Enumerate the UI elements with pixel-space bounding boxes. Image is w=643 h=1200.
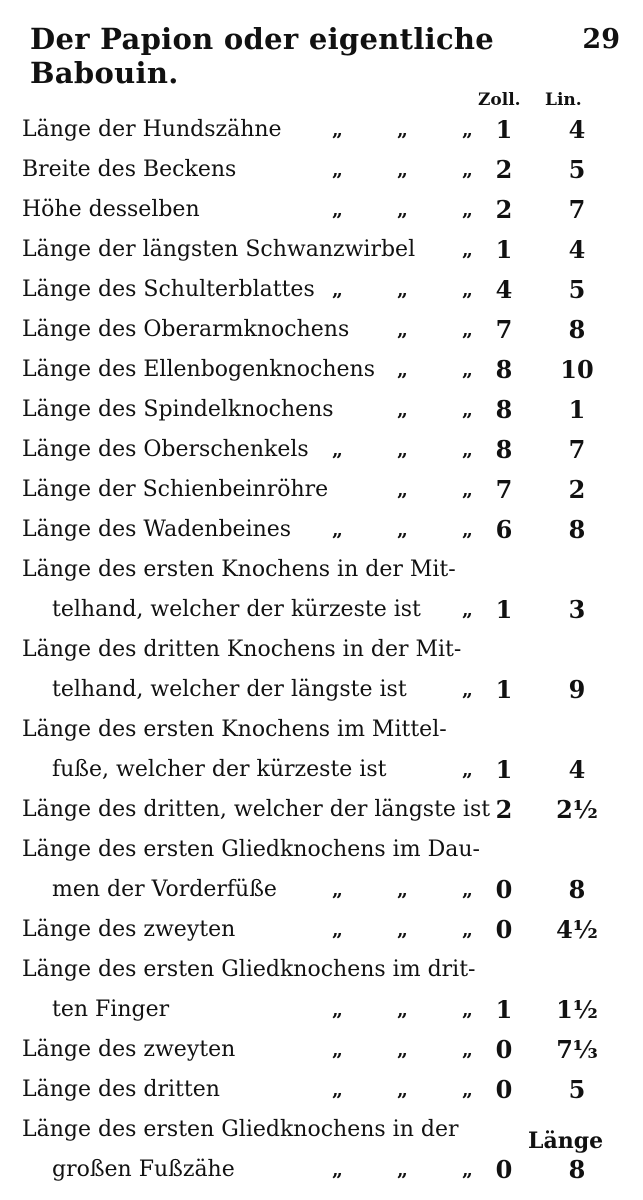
value-zoll: 0 <box>495 875 513 904</box>
row-label: Länge der Schienbeinröhre <box>22 477 329 502</box>
table-row <box>22 470 622 510</box>
value-zoll: 0 <box>495 1075 513 1104</box>
row-line <box>22 230 622 270</box>
row-label: Länge des ersten Knochens in der Mit- <box>22 557 456 582</box>
value-zoll: 2 <box>495 795 513 824</box>
row-line-continued <box>22 590 622 630</box>
leader-mark: „ <box>462 479 473 501</box>
leader-mark: „ <box>332 159 343 181</box>
row-label: telhand, welcher der längste ist <box>52 677 407 702</box>
value-lin: 5 <box>568 1075 586 1104</box>
leader-mark: „ <box>397 199 408 221</box>
value-lin: 4 <box>568 235 586 264</box>
row-label: telhand, welcher der kürzeste ist <box>52 597 421 622</box>
leader-mark: „ <box>397 879 408 901</box>
value-zoll: 2 <box>495 195 513 224</box>
value-lin: 7 <box>568 195 586 224</box>
row-line <box>22 310 622 350</box>
value-zoll: 8 <box>495 355 513 384</box>
value-zoll: 1 <box>495 755 513 784</box>
row-label: Höhe desselben <box>22 197 200 222</box>
leader-mark: „ <box>332 439 343 461</box>
value-zoll: 6 <box>495 515 513 544</box>
row-line-continued <box>22 670 622 710</box>
leader-mark: „ <box>332 919 343 941</box>
leader-mark: „ <box>397 439 408 461</box>
row-line <box>22 470 622 510</box>
row-label: Breite des Beckens <box>22 157 237 182</box>
leader-mark: „ <box>332 279 343 301</box>
leader-mark: „ <box>397 999 408 1021</box>
page-title: Der Papion oder eigentliche Babouin. <box>30 22 495 90</box>
leader-mark: „ <box>462 199 473 221</box>
row-label: Länge des Spindelknochens <box>22 397 334 422</box>
table-row <box>22 710 622 790</box>
row-line <box>22 550 622 590</box>
value-zoll: 0 <box>495 1155 513 1184</box>
value-zoll: 7 <box>495 475 513 504</box>
table-row <box>22 190 622 230</box>
column-header-lin: Lin. <box>545 90 582 110</box>
page-header <box>30 22 620 90</box>
row-line <box>22 190 622 230</box>
table-row <box>22 550 622 630</box>
measurement-table <box>22 110 622 1190</box>
leader-mark: „ <box>462 159 473 181</box>
leader-mark: „ <box>397 279 408 301</box>
catchword: Länge <box>528 1128 604 1154</box>
row-line-continued <box>22 750 622 790</box>
leader-mark: „ <box>397 1039 408 1061</box>
leader-mark: „ <box>462 319 473 341</box>
table-row <box>22 110 622 150</box>
leader-mark: „ <box>397 479 408 501</box>
row-line <box>22 1070 622 1110</box>
table-row <box>22 430 622 470</box>
row-label: Länge des Wadenbeines <box>22 517 292 542</box>
table-row <box>22 310 622 350</box>
row-line <box>22 510 622 550</box>
row-line <box>22 790 622 830</box>
table-row <box>22 1070 622 1110</box>
leader-mark: „ <box>332 199 343 221</box>
leader-mark: „ <box>462 439 473 461</box>
leader-mark: „ <box>332 1159 343 1181</box>
row-line-continued <box>22 870 622 910</box>
leader-mark: „ <box>332 999 343 1021</box>
leader-mark: „ <box>332 519 343 541</box>
column-header-zoll: Zoll. <box>478 90 521 110</box>
table-row <box>22 910 622 950</box>
value-zoll: 1 <box>495 115 513 144</box>
leader-mark: „ <box>397 319 408 341</box>
value-lin: 4½ <box>556 915 598 944</box>
value-zoll: 7 <box>495 315 513 344</box>
leader-mark: „ <box>397 119 408 141</box>
leader-mark: „ <box>462 879 473 901</box>
table-row <box>22 350 622 390</box>
row-line <box>22 1030 622 1070</box>
page-number: 29 <box>582 24 620 55</box>
value-lin: 3 <box>568 595 586 624</box>
value-lin: 5 <box>568 275 586 304</box>
table-row <box>22 790 622 830</box>
value-zoll: 1 <box>495 595 513 624</box>
value-lin: 4 <box>568 755 586 784</box>
row-line <box>22 710 622 750</box>
table-row <box>22 630 622 710</box>
leader-mark: „ <box>462 999 473 1021</box>
value-zoll: 1 <box>495 675 513 704</box>
value-zoll: 0 <box>495 1035 513 1064</box>
leader-mark: „ <box>332 1039 343 1061</box>
value-lin: 2 <box>568 475 586 504</box>
table-row <box>22 510 622 550</box>
row-line <box>22 630 622 670</box>
leader-mark: „ <box>332 119 343 141</box>
leader-mark: „ <box>462 759 473 781</box>
leader-mark: „ <box>462 679 473 701</box>
row-line-continued <box>22 990 622 1030</box>
leader-mark: „ <box>462 239 473 261</box>
row-line <box>22 430 622 470</box>
row-line <box>22 270 622 310</box>
value-lin: 2½ <box>556 795 598 824</box>
row-line <box>22 390 622 430</box>
row-line <box>22 910 622 950</box>
row-label: Länge des ersten Gliedknochens in der <box>22 1117 459 1142</box>
leader-mark: „ <box>462 399 473 421</box>
leader-mark: „ <box>462 599 473 621</box>
row-label: Länge der Hundszähne <box>22 117 282 142</box>
leader-mark: „ <box>397 919 408 941</box>
leader-mark: „ <box>462 1079 473 1101</box>
value-lin: 8 <box>568 315 586 344</box>
value-zoll: 8 <box>495 395 513 424</box>
row-line <box>22 830 622 870</box>
value-lin: 1 <box>568 395 586 424</box>
table-row <box>22 830 622 910</box>
value-lin: 7⅓ <box>556 1035 598 1064</box>
row-line <box>22 350 622 390</box>
row-line <box>22 110 622 150</box>
value-zoll: 4 <box>495 275 513 304</box>
value-zoll: 0 <box>495 915 513 944</box>
value-lin: 10 <box>560 355 594 384</box>
leader-mark: „ <box>332 1079 343 1101</box>
value-zoll: 8 <box>495 435 513 464</box>
value-zoll: 1 <box>495 995 513 1024</box>
row-line <box>22 150 622 190</box>
leader-mark: „ <box>462 279 473 301</box>
table-row <box>22 230 622 270</box>
table-row <box>22 390 622 430</box>
leader-mark: „ <box>462 519 473 541</box>
row-label: Länge des dritten, welcher der längste ist <box>22 797 491 822</box>
value-lin: 8 <box>568 515 586 544</box>
value-lin: 4 <box>568 115 586 144</box>
row-label: Länge des ersten Gliedknochens im drit- <box>22 957 476 982</box>
row-label: Länge des zweyten <box>22 917 236 942</box>
row-label: großen Fußzähe <box>52 1157 235 1182</box>
leader-mark: „ <box>332 879 343 901</box>
leader-mark: „ <box>397 1079 408 1101</box>
row-label: fuße, welcher der kürzeste ist <box>52 757 387 782</box>
leader-mark: „ <box>462 919 473 941</box>
row-label: men der Vorderfüße <box>52 877 277 902</box>
row-label: Länge des dritten <box>22 1077 220 1102</box>
table-row <box>22 950 622 1030</box>
row-label: Länge des zweyten <box>22 1037 236 1062</box>
row-line <box>22 950 622 990</box>
value-lin: 1½ <box>556 995 598 1024</box>
row-label: Länge des Oberschenkels <box>22 437 309 462</box>
value-lin: 7 <box>568 435 586 464</box>
row-line-continued <box>22 1150 622 1190</box>
value-lin: 8 <box>568 875 586 904</box>
leader-mark: „ <box>462 119 473 141</box>
row-label: Länge des Schulterblattes <box>22 277 315 302</box>
value-zoll: 2 <box>495 155 513 184</box>
value-lin: 8 <box>568 1155 586 1184</box>
leader-mark: „ <box>397 1159 408 1181</box>
row-label: Länge des ersten Knochens im Mittel- <box>22 717 447 742</box>
row-label: Länge des ersten Gliedknochens im Dau- <box>22 837 480 862</box>
value-lin: 9 <box>568 675 586 704</box>
leader-mark: „ <box>462 359 473 381</box>
value-zoll: 1 <box>495 235 513 264</box>
table-row <box>22 1030 622 1070</box>
leader-mark: „ <box>462 1039 473 1061</box>
leader-mark: „ <box>397 519 408 541</box>
row-label: ten Finger <box>52 997 170 1022</box>
leader-mark: „ <box>462 1159 473 1181</box>
table-row <box>22 270 622 310</box>
row-label: Länge des dritten Knochens in der Mit- <box>22 637 462 662</box>
row-label: Länge des Ellenbogenknochens <box>22 357 376 382</box>
row-label: Länge des Oberarmknochens <box>22 317 350 342</box>
leader-mark: „ <box>397 399 408 421</box>
row-label: Länge der längsten Schwanzwirbel <box>22 237 416 262</box>
table-row <box>22 150 622 190</box>
value-lin: 5 <box>568 155 586 184</box>
leader-mark: „ <box>397 159 408 181</box>
leader-mark: „ <box>397 359 408 381</box>
